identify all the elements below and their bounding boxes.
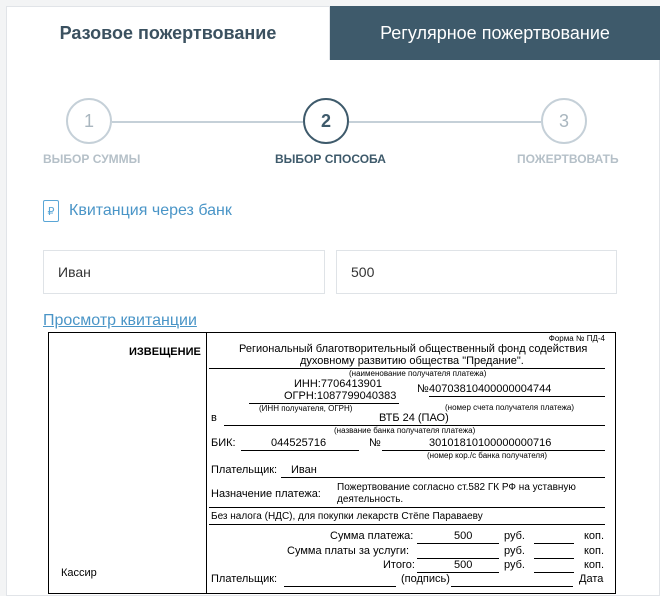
receipt-account-caption: (номер счета получателя платежа) [445, 403, 575, 412]
receipt-preview-link[interactable]: Просмотр квитанции [43, 312, 197, 329]
receipt-recipient-line2: духовному развитию общества "Предание". [300, 355, 524, 367]
step-2-circle: 2 [303, 98, 349, 144]
receipt-payer-underline [281, 477, 605, 478]
receipt-fee-rub: руб. [504, 545, 525, 557]
receipt-account-label: № [417, 383, 429, 395]
receipt-fee-kop: коп. [584, 545, 605, 557]
receipt-divider [206, 333, 207, 593]
receipt-purpose-underline [209, 507, 605, 508]
receipt-bik-value: 044525716 [271, 437, 327, 449]
receipt-corr-caption: (номер кор./с банка получателя) [427, 451, 548, 460]
receipt-total-kop-underline [534, 572, 574, 573]
receipt-payer-value: Иван [291, 464, 317, 476]
receipt-vat-underline [209, 524, 605, 525]
receipt-vat-line: Без налога (НДС), для покупки лекарств Стёпе Параваеву [211, 511, 483, 522]
receipt-purpose-line2: деятельность. [337, 494, 404, 505]
receipt-total-value: 500 [454, 559, 473, 571]
receipt-bik-label: БИК: [211, 437, 236, 449]
receipt-corr-value: 30101810100000000716 [429, 437, 552, 449]
receipt-signature-caption: (подпись) [401, 573, 450, 585]
receipt-sum-label: Сумма платежа: [330, 530, 414, 542]
step-3-circle: 3 [541, 98, 587, 144]
receipt-purpose-line1: Пожертвование согласно ст.582 ГК РФ на уставную [337, 482, 576, 493]
receipt-recipient-caption: (наименование получателя платежа) [349, 369, 487, 378]
receipt-total-rub: руб. [504, 559, 525, 571]
receipt-sum-value: 500 [454, 530, 473, 542]
receipt-date-underline [451, 586, 573, 587]
receipt-signature-underline [284, 586, 396, 587]
name-field[interactable]: Иван [43, 250, 325, 294]
amount-field[interactable]: 500 [336, 250, 617, 294]
step-1-circle[interactable]: 1 [66, 98, 112, 144]
receipt-sum-underline [417, 543, 499, 544]
receipt-corr-label: № [369, 437, 381, 449]
receipt-total-kop: коп. [584, 559, 605, 571]
ruble-receipt-icon: ₽ [43, 200, 59, 222]
receipt-form-number: Форма № ПД-4 [548, 334, 605, 343]
receipt-cashier: Кассир [61, 567, 97, 579]
bank-receipt-document [48, 332, 616, 594]
receipt-inn: ИНН:7706413901 [294, 378, 383, 390]
receipt-sum-kop-underline [534, 543, 574, 544]
receipt-bank-value: ВТБ 24 (ПАО) [379, 412, 449, 424]
tab-one-time-donation[interactable]: Разовое пожертвование [6, 6, 330, 60]
payment-method-label: Квитанция через банк [69, 202, 232, 219]
tab-recurring-donation[interactable]: Регулярное пожертвование [330, 6, 660, 60]
receipt-bank-caption: (название банка получателя платежа) [334, 426, 476, 435]
step-2-label: ВЫБОР СПОСОБА [275, 152, 386, 166]
receipt-sum-rub: руб. [504, 530, 525, 542]
receipt-payer-label: Плательщик: [211, 464, 278, 476]
receipt-date-label: Дата [579, 573, 604, 585]
receipt-recipient-line1: Региональный благотворительный общественный фонд содействия [239, 343, 588, 355]
receipt-sum-kop: коп. [584, 530, 605, 542]
receipt-fee-kop-underline [534, 558, 574, 559]
receipt-bik-underline [241, 450, 359, 451]
receipt-notice-heading: ИЗВЕЩЕНИЕ [129, 346, 201, 358]
receipt-inn-caption: (ИНН получателя, ОГРН) [259, 404, 353, 413]
step-1-label: ВЫБОР СУММЫ [43, 152, 141, 166]
receipt-fee-label: Сумма платы за услуги: [287, 545, 410, 557]
stepper-line-2 [349, 121, 541, 123]
step-3-label: ПОЖЕРТВОВАТЬ [517, 152, 619, 166]
receipt-total-label: Итого: [383, 559, 415, 571]
receipt-signature-payer-label: Плательщик: [211, 573, 278, 585]
stepper-line-1 [112, 121, 303, 123]
receipt-ogrn: ОГРН:1087799040383 [284, 390, 397, 402]
payment-method-bank-receipt[interactable] [43, 200, 232, 222]
receipt-purpose-label: Назначение платежа: [211, 488, 321, 500]
receipt-bank-prefix: в [211, 412, 217, 424]
receipt-account-value: 40703810400000004744 [429, 383, 552, 395]
receipt-account-underline [429, 396, 605, 397]
